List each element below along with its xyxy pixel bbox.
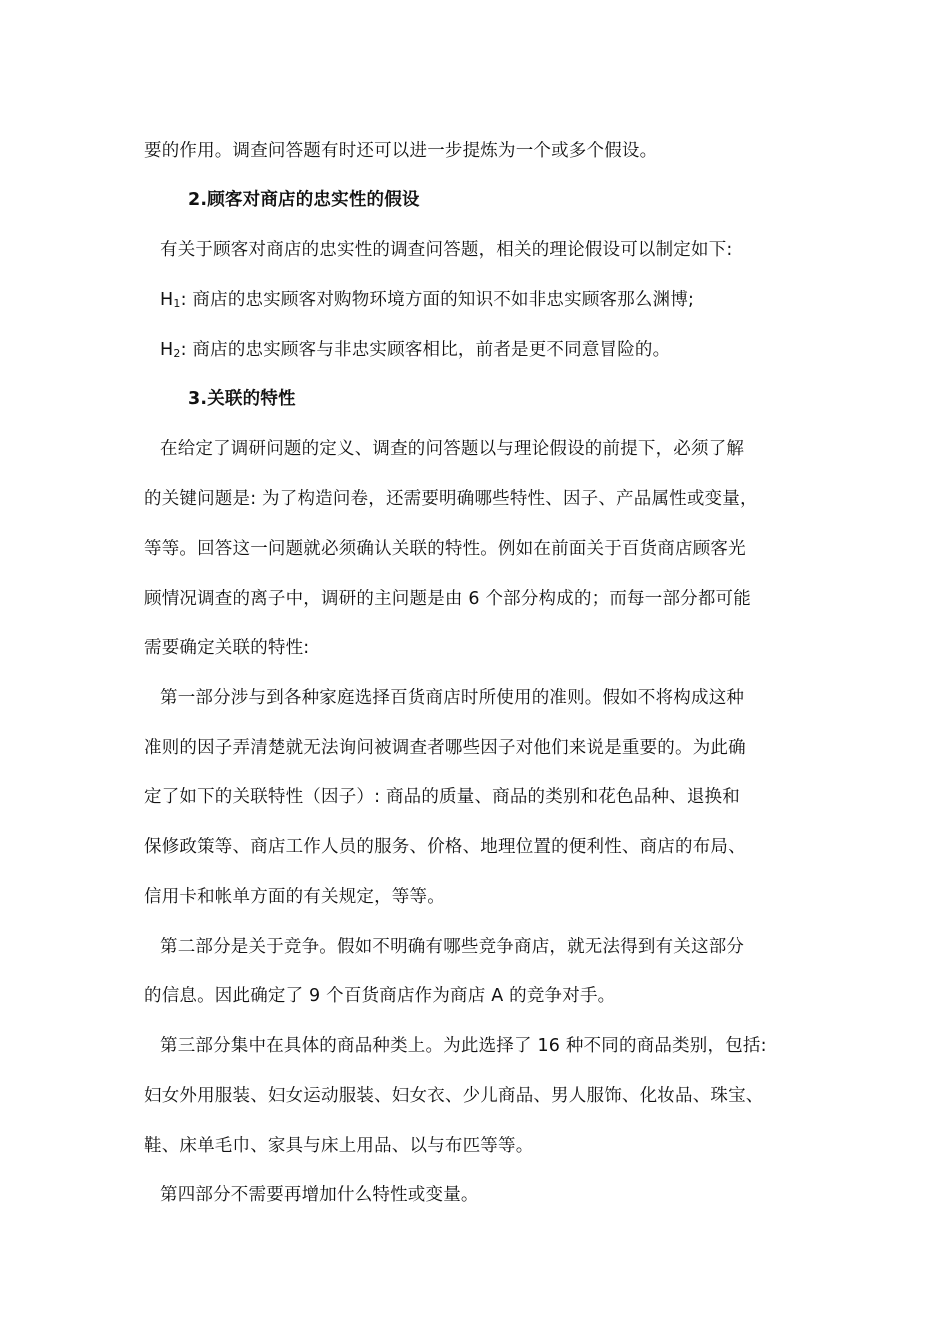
paragraph-line: 定了如下的关联特性（因子）: 商品的质量、商品的类别和花色品种、退换和	[144, 787, 740, 807]
hypothesis-text: : 商店的忠实顾客与非忠实顾客相比，前者是更不同意冒险的。	[180, 340, 671, 360]
paragraph-line: 要的作用。调查问答题有时还可以进一步提炼为一个或多个假设。	[144, 141, 658, 161]
paragraph-line: 第三部分集中在具体的商品种类上。为此选择了 16 种不同的商品类别，包括:	[160, 1036, 767, 1056]
hypothesis-subscript: 2	[173, 347, 181, 360]
paragraph-line: 准则的因子弄清楚就无法询问被调查者哪些因子对他们来说是重要的。为此确	[144, 738, 746, 758]
paragraph-line: 第二部分是关于竞争。假如不明确有哪些竞争商店，就无法得到有关这部分	[160, 937, 745, 957]
paragraph-line: 等等。回答这一问题就必须确认关联的特性。例如在前面关于百货商店顾客光	[144, 539, 746, 559]
hypothesis-h1	[160, 287, 840, 313]
paragraph-line: 的信息。因此确定了 9 个百货商店作为商店 A 的竞争对手。	[144, 986, 616, 1006]
paragraph-line: 第四部分不需要再增加什么特性或变量。	[160, 1185, 479, 1205]
paragraph-line: 需要确定关联的特性:	[144, 638, 310, 658]
section-heading-2: 2.顾客对商店的忠实性的假设	[188, 190, 420, 210]
paragraph-line: 信用卡和帐单方面的有关规定，等等。	[144, 887, 445, 907]
paragraph-line: 鞋、床单毛巾、家具与床上用品、以与布匹等等。	[144, 1136, 534, 1156]
paragraph-line: 在给定了调研问题的定义、调查的问答题以与理论假设的前提下，必须了解	[160, 439, 745, 459]
section-heading-3: 3.关联的特性	[188, 389, 296, 409]
paragraph-line: 有关于顾客对商店的忠实性的调查问答题，相关的理论假设可以制定如下:	[160, 240, 733, 260]
hypothesis-subscript: 1	[173, 297, 181, 310]
hypothesis-label: H	[160, 340, 174, 360]
hypothesis-text: : 商店的忠实顾客对购物环境方面的知识不如非忠实顾客那么渊博;	[180, 290, 695, 310]
paragraph-line: 第一部分涉与到各种家庭选择百货商店时所使用的准则。假如不将构成这种	[160, 688, 745, 708]
paragraph-line: 保修政策等、商店工作人员的服务、价格、地理位置的便利性、商店的布局、	[144, 837, 746, 857]
hypothesis-label: H	[160, 290, 174, 310]
paragraph-line: 的关键问题是: 为了构造问卷，还需要明确哪些特性、因子、产品属性或变量，	[144, 489, 758, 509]
hypothesis-h2	[160, 337, 840, 363]
paragraph-line: 妇女外用服装、妇女运动服装、妇女衣、少儿商品、男人服饰、化妆品、珠宝、	[144, 1086, 764, 1106]
paragraph-line: 顾情况调查的离子中，调研的主问题是由 6 个部分构成的；而每一部分都可能	[144, 589, 751, 609]
